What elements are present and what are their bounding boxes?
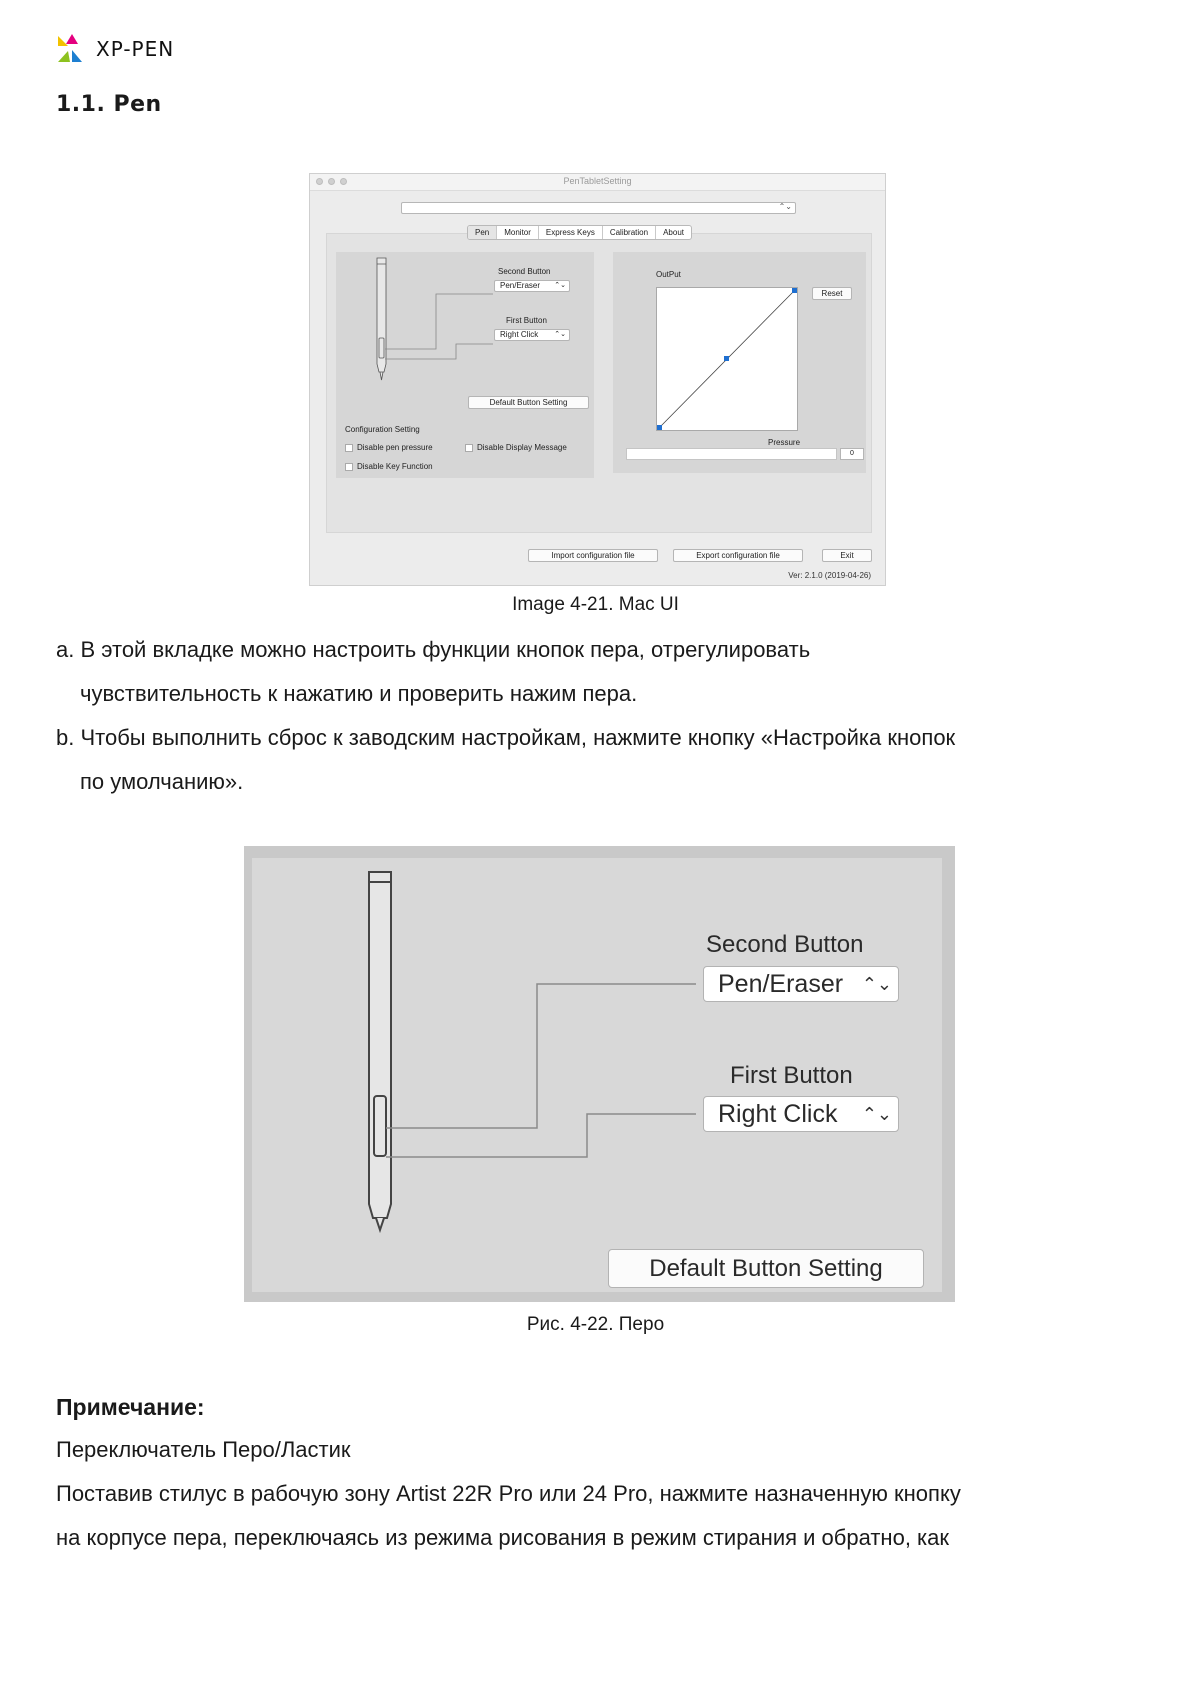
note-line1: Переключатель Перо/Ластик [56, 1437, 351, 1462]
mac-settings-window [309, 173, 886, 586]
xp-pen-logo-icon [56, 34, 90, 64]
first-button-value: Right Click [500, 330, 539, 339]
reset-button[interactable]: Reset [812, 287, 852, 300]
updown-chevron-icon: ⌃⌄ [554, 331, 566, 338]
pen-panel-zoom [244, 846, 955, 1302]
caption-figure-4-22: Рис. 4-22. Перо [526, 1314, 665, 1335]
disable-key-function-checkbox[interactable] [345, 462, 433, 471]
paragraph-a-line2: чувствительность к нажатию и проверить нажим пера. [80, 681, 638, 706]
note-line2: Поставив стилус в рабочую зону Artist 22R Pro или 24 Pro, нажмите назначенную кнопку [56, 1481, 961, 1506]
first-button-value-large: Right Click [718, 1100, 838, 1128]
curve-point-mid[interactable] [724, 356, 729, 361]
default-button-setting-button[interactable]: Default Button Setting [468, 396, 589, 409]
pressure-label: Pressure [768, 438, 801, 447]
tab-pen[interactable]: Pen [468, 226, 497, 239]
paragraph-a [56, 628, 1156, 716]
updown-chevron-icon: ⌃⌄ [861, 974, 892, 994]
pen-panel-zoom-inner [252, 858, 942, 1292]
second-button-select-large[interactable] [703, 966, 899, 1002]
pressure-bar [626, 448, 837, 460]
pressure-curve-line [657, 288, 797, 430]
disable-display-message-checkbox[interactable] [465, 443, 567, 452]
tab-calibration[interactable]: Calibration [603, 226, 656, 239]
updown-chevron-icon: ⌃⌄ [554, 282, 566, 289]
tab-express-keys[interactable]: Express Keys [539, 226, 603, 239]
second-button-label: Second Button [498, 267, 551, 276]
default-button-setting-button-large[interactable]: Default Button Setting [608, 1249, 924, 1288]
caption-image-4-21: Image 4-21. Mac UI [512, 594, 679, 615]
checkbox-icon [345, 444, 353, 452]
import-configuration-button[interactable]: Import configuration file [528, 549, 658, 562]
tab-about[interactable]: About [663, 228, 684, 237]
disable-pen-pressure-checkbox[interactable] [345, 443, 433, 452]
second-button-value-large: Pen/Eraser [718, 970, 844, 998]
version-text: Ver: 2.1.0 (2019-04-26) [788, 571, 871, 580]
curve-point-low[interactable] [657, 425, 662, 430]
export-configuration-button[interactable]: Export configuration file [673, 549, 803, 562]
first-button-select[interactable] [494, 329, 570, 341]
paragraph-a-line1: a. В этой вкладке можно настроить функции кнопок пера, отрегулировать [56, 637, 811, 662]
second-button-value: Pen/Eraser [500, 281, 541, 290]
paragraph-b [56, 716, 1156, 804]
curve-point-high[interactable] [792, 288, 797, 293]
first-button-select-large[interactable] [703, 1096, 899, 1132]
paragraph-b-line1: b. Чтобы выполнить сброс к заводским настройкам, нажмите кнопку «Настройка кнопок [56, 725, 956, 750]
output-label: OutPut [656, 270, 681, 279]
section-title: 1.1. Pen [56, 92, 162, 117]
checkbox-label: Disable Key Function [357, 462, 433, 471]
tab-bar [467, 225, 692, 240]
window-title: PenTabletSetting [563, 176, 632, 186]
note-line3: на корпусе пера, переключаясь из режима рисования в режим стирания и обратно, как [56, 1525, 950, 1550]
first-button-label-large: First Button [730, 1062, 853, 1089]
first-button-label: First Button [506, 316, 547, 325]
device-select[interactable] [401, 202, 796, 214]
paragraph-b-line2: по умолчанию». [80, 769, 244, 794]
checkbox-label: Disable Display Message [477, 443, 567, 452]
brand-name: XP-PEN [96, 37, 175, 61]
checkbox-icon [345, 463, 353, 471]
pressure-curve-graph[interactable] [656, 287, 798, 431]
pressure-value: 0 [840, 448, 864, 460]
xp-pen-logo [56, 34, 174, 64]
configuration-title: Configuration Setting [345, 425, 420, 434]
updown-chevron-icon: ⌃⌄ [778, 202, 792, 211]
note-title: Примечание: [56, 1394, 205, 1420]
window-titlebar [310, 174, 885, 191]
second-button-label-large: Second Button [706, 931, 864, 958]
tab-monitor[interactable]: Monitor [497, 226, 539, 239]
exit-button[interactable]: Exit [822, 549, 872, 562]
updown-chevron-icon: ⌃⌄ [861, 1104, 892, 1124]
checkbox-icon [465, 444, 473, 452]
checkbox-label: Disable pen pressure [357, 443, 433, 452]
second-button-select[interactable] [494, 280, 570, 292]
